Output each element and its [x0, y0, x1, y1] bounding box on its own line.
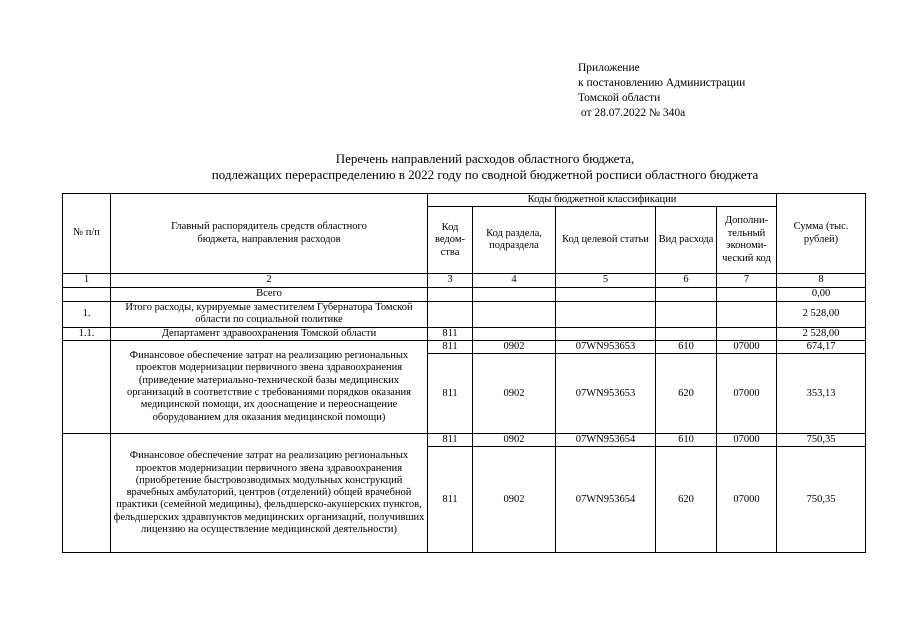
appendix-line: к постановлению Администрации [578, 77, 746, 89]
expense-item-label: Финансовое обеспечение затрат на реализацию региональных проектов модернизации первичного звена здравоохранения (приобретение быстровозводимых модульных конструкций врачебных амбулаторий, центров (отделений) общей врачебной практики (семейной медицины), фельдшерско-акушерских пунктов, фельдшерских здравпунктов медицинских организаций, получивших лицензию на осуществление медицинской деятельности) [111, 434, 428, 553]
dept-code-cell: 811 [428, 447, 473, 553]
kind-code-cell: 620 [656, 354, 717, 434]
expense-item-label: Финансовое обеспечение затрат на реализацию региональных проектов модернизации первичного звена здравоохранения (приведение материально-технической базы медицинских организаций в соответствие с требованиями порядков оказания медицинской помощи, их дооснащение и переоснащение оборудованием для оказания медицинской помощи) [111, 340, 428, 433]
column-number: 4 [473, 274, 556, 287]
title-line-2: подлежащих перераспределению в 2022 году по сводной бюджетной росписи областного бюджета [211, 166, 759, 182]
department-label: Департамент здравоохранения Томской области [111, 327, 428, 340]
sum-cell: 750,35 [777, 434, 866, 447]
section-code-cell: 0902 [473, 434, 556, 447]
dept-code-cell: 811 [428, 434, 473, 447]
kind-code-cell: 610 [656, 434, 717, 447]
header-sum: Сумма (тыс. рублей) [777, 194, 866, 274]
title-line-1: Перечень направлений расходов областного бюджета, [335, 151, 635, 166]
column-number: 5 [556, 274, 656, 287]
group-num: 1. [63, 301, 111, 327]
department-row [63, 327, 866, 340]
department-sum: 2 528,00 [777, 327, 866, 340]
sum-cell: 674,17 [777, 340, 866, 353]
total-row [63, 287, 866, 301]
column-number: 6 [656, 274, 717, 287]
extra-code-cell: 07000 [717, 340, 777, 353]
header-target-code: Код целевой статьи [556, 207, 656, 274]
appendix-line: Томской области [578, 92, 661, 104]
target-code-cell: 07WN953653 [556, 340, 656, 353]
header-num: № п/п [63, 194, 111, 274]
department-num: 1.1. [63, 327, 111, 340]
section-code-cell: 0902 [473, 340, 556, 353]
extra-code-cell: 07000 [717, 447, 777, 553]
section-code-cell: 0902 [473, 447, 556, 553]
appendix-line: от 28.07.2022 № 340а [578, 107, 686, 119]
header-dept-code: Код ведом-ства [428, 207, 473, 274]
appendix-block [578, 61, 745, 121]
column-number: 1 [63, 274, 111, 287]
target-code-cell: 07WN953653 [556, 354, 656, 434]
total-sum: 0,00 [777, 287, 866, 301]
group-sum: 2 528,00 [777, 301, 866, 327]
column-number: 2 [111, 274, 428, 287]
column-number: 7 [717, 274, 777, 287]
group-row [63, 301, 866, 327]
appendix-line: Приложение [578, 62, 640, 74]
column-numbers-row [63, 274, 866, 287]
header-codes-group: Коды бюджетной классификации [428, 194, 777, 207]
extra-code-cell: 07000 [717, 354, 777, 434]
document-title [60, 151, 905, 182]
table-row [63, 340, 866, 353]
dept-code-cell: 811 [428, 340, 473, 353]
column-number: 8 [777, 274, 866, 287]
kind-code-cell: 610 [656, 340, 717, 353]
kind-code-cell: 620 [656, 447, 717, 553]
header-manager: Главный распорядитель средств областного бюджета, направления расходов [111, 194, 428, 274]
column-number: 3 [428, 274, 473, 287]
target-code-cell: 07WN953654 [556, 434, 656, 447]
budget-table [62, 193, 866, 553]
extra-code-cell: 07000 [717, 434, 777, 447]
dept-code-cell: 811 [428, 354, 473, 434]
target-code-cell: 07WN953654 [556, 447, 656, 553]
header-extra-code: Дополни-тельный экономи-ческий код [717, 207, 777, 274]
total-label: Всего [111, 287, 428, 301]
header-kind-code: Вид расхода [656, 207, 717, 274]
table-row [63, 434, 866, 447]
group-label: Итого расходы, курируемые заместителем Губернатора Томской области по социальной политике [111, 301, 428, 327]
sum-cell: 750,35 [777, 447, 866, 553]
sum-cell: 353,13 [777, 354, 866, 434]
section-code-cell: 0902 [473, 354, 556, 434]
department-code: 811 [428, 327, 473, 340]
header-section-code: Код раздела, подраздела [473, 207, 556, 274]
